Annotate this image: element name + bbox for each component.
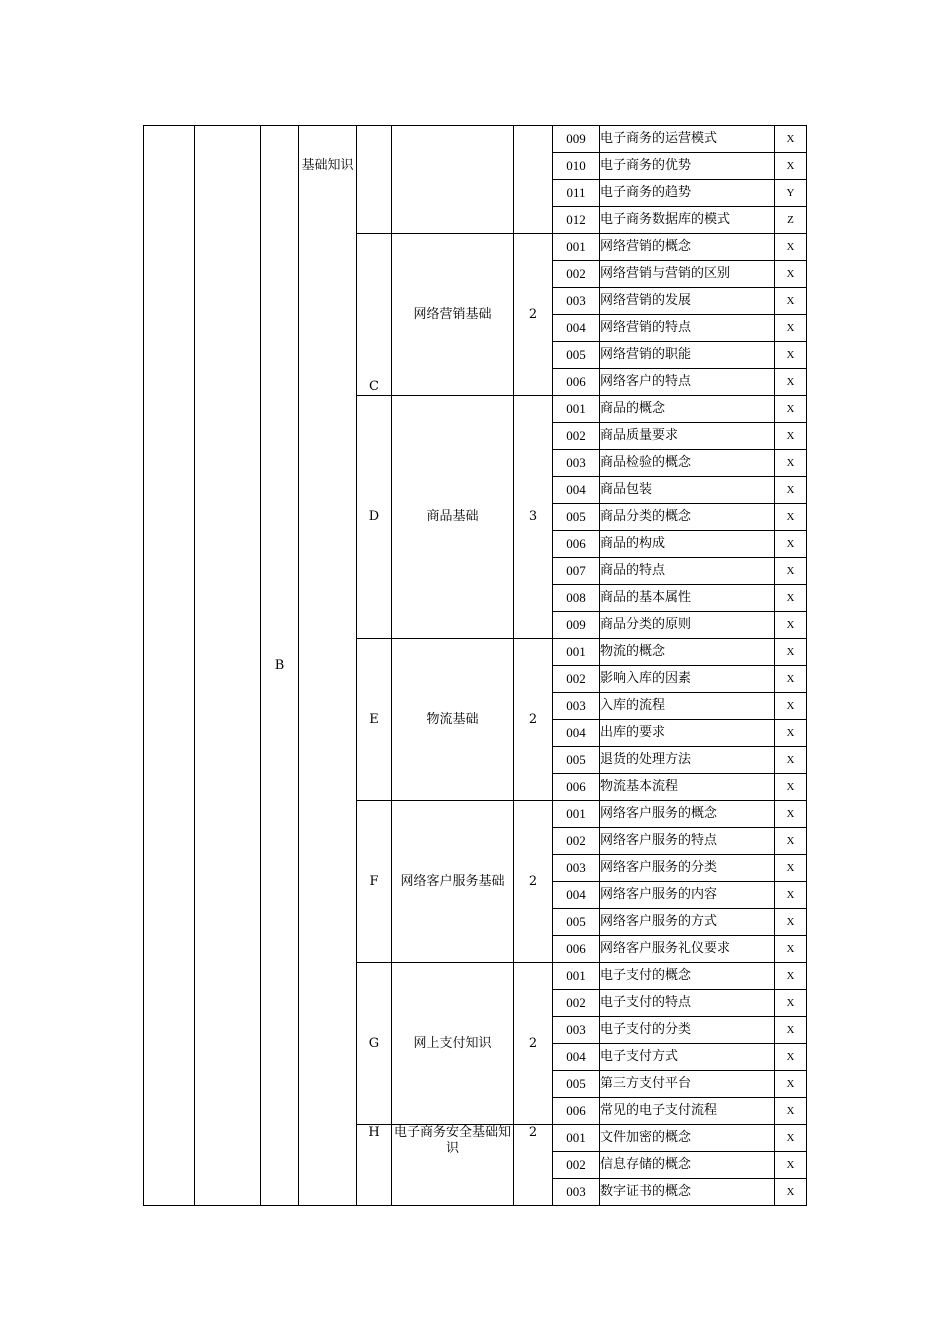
item-name: 电子商务的趋势 xyxy=(600,180,775,207)
item-code: 009 xyxy=(553,126,600,153)
section-cell xyxy=(299,126,357,1206)
item-level: X xyxy=(775,342,807,369)
item-level: X xyxy=(775,855,807,882)
item-name: 网络营销的职能 xyxy=(600,342,775,369)
item-name: 出库的要求 xyxy=(600,720,775,747)
item-code: 003 xyxy=(553,1017,600,1044)
item-level: X xyxy=(775,1098,807,1125)
item-level: X xyxy=(775,585,807,612)
item-name: 商品的特点 xyxy=(600,558,775,585)
item-name: 商品的基本属性 xyxy=(600,585,775,612)
item-level: X xyxy=(775,450,807,477)
category-letter-cell: E xyxy=(357,639,392,801)
item-code: 004 xyxy=(553,315,600,342)
category-name-cell: 物流基础 xyxy=(392,639,514,801)
item-level: X xyxy=(775,1071,807,1098)
item-code: 006 xyxy=(553,1098,600,1125)
item-code: 005 xyxy=(553,1071,600,1098)
item-level: X xyxy=(775,558,807,585)
item-name: 电子商务数据库的模式 xyxy=(600,207,775,234)
item-name: 网络客户服务的方式 xyxy=(600,909,775,936)
item-level: X xyxy=(775,1017,807,1044)
item-code: 006 xyxy=(553,531,600,558)
item-level: X xyxy=(775,639,807,666)
item-code: 001 xyxy=(553,801,600,828)
item-level: X xyxy=(775,909,807,936)
item-level: X xyxy=(775,288,807,315)
item-level: X xyxy=(775,747,807,774)
item-name: 商品检验的概念 xyxy=(600,450,775,477)
item-name: 商品质量要求 xyxy=(600,423,775,450)
item-name: 商品的构成 xyxy=(600,531,775,558)
item-code: 007 xyxy=(553,558,600,585)
item-level: X xyxy=(775,315,807,342)
item-code: 002 xyxy=(553,423,600,450)
item-name: 电子支付的特点 xyxy=(600,990,775,1017)
item-code: 009 xyxy=(553,612,600,639)
item-name: 电子支付方式 xyxy=(600,1044,775,1071)
category-weight-cell xyxy=(514,126,553,234)
item-code: 012 xyxy=(553,207,600,234)
item-name: 影响入库的因素 xyxy=(600,666,775,693)
item-name: 网络客户服务的特点 xyxy=(600,828,775,855)
item-level: X xyxy=(775,369,807,396)
item-name: 文件加密的概念 xyxy=(600,1125,775,1152)
item-code: 003 xyxy=(553,1179,600,1206)
item-code: 004 xyxy=(553,882,600,909)
item-level: X xyxy=(775,234,807,261)
item-code: 011 xyxy=(553,180,600,207)
item-name: 数字证书的概念 xyxy=(600,1179,775,1206)
item-name: 常见的电子支付流程 xyxy=(600,1098,775,1125)
item-level: X xyxy=(775,1125,807,1152)
category-weight-cell: 2 xyxy=(514,963,553,1125)
category-weight-cell: 2 xyxy=(514,801,553,963)
item-code: 003 xyxy=(553,450,600,477)
item-name: 第三方支付平台 xyxy=(600,1071,775,1098)
item-code: 001 xyxy=(553,1125,600,1152)
item-code: 004 xyxy=(553,720,600,747)
item-name: 电子支付的概念 xyxy=(600,963,775,990)
item-code: 004 xyxy=(553,1044,600,1071)
item-code: 001 xyxy=(553,396,600,423)
item-name: 物流基本流程 xyxy=(600,774,775,801)
category-letter-cell: C xyxy=(357,234,392,396)
item-code: 006 xyxy=(553,369,600,396)
item-code: 003 xyxy=(553,855,600,882)
category-letter-cell: F xyxy=(357,801,392,963)
item-code: 004 xyxy=(553,477,600,504)
item-code: 001 xyxy=(553,234,600,261)
item-level: X xyxy=(775,936,807,963)
item-name: 入库的流程 xyxy=(600,693,775,720)
item-code: 005 xyxy=(553,342,600,369)
item-level: X xyxy=(775,666,807,693)
item-name: 电子商务的运营模式 xyxy=(600,126,775,153)
item-name: 商品包装 xyxy=(600,477,775,504)
item-name: 网络客户的特点 xyxy=(600,369,775,396)
item-code: 002 xyxy=(553,990,600,1017)
item-level: X xyxy=(775,882,807,909)
item-name: 退货的处理方法 xyxy=(600,747,775,774)
item-level: X xyxy=(775,423,807,450)
item-code: 010 xyxy=(553,153,600,180)
category-weight-cell: 2 xyxy=(514,234,553,396)
item-level: X xyxy=(775,396,807,423)
item-level: X xyxy=(775,153,807,180)
item-level: X xyxy=(775,1179,807,1206)
category-letter-cell: D xyxy=(357,396,392,639)
item-code: 005 xyxy=(553,909,600,936)
item-level: Z xyxy=(775,207,807,234)
item-level: X xyxy=(775,828,807,855)
item-code: 005 xyxy=(553,747,600,774)
category-weight-cell: 2 xyxy=(514,639,553,801)
item-code: 002 xyxy=(553,666,600,693)
item-name: 网络客户服务的分类 xyxy=(600,855,775,882)
item-name: 网络客户服务的内容 xyxy=(600,882,775,909)
category-weight-cell: 2 xyxy=(514,1125,553,1206)
category-name-cell: 网络营销基础 xyxy=(392,234,514,396)
item-name: 商品的概念 xyxy=(600,396,775,423)
item-level: X xyxy=(775,504,807,531)
item-name: 电子支付的分类 xyxy=(600,1017,775,1044)
item-level: X xyxy=(775,720,807,747)
item-name: 网络营销与营销的区别 xyxy=(600,261,775,288)
item-level: X xyxy=(775,801,807,828)
item-level: Y xyxy=(775,180,807,207)
category-name-cell: 网络客户服务基础 xyxy=(392,801,514,963)
item-code: 006 xyxy=(553,774,600,801)
item-name: 商品分类的原则 xyxy=(600,612,775,639)
item-name: 网络营销的发展 xyxy=(600,288,775,315)
item-name: 物流的概念 xyxy=(600,639,775,666)
item-code: 002 xyxy=(553,261,600,288)
item-name: 网络客户服务礼仪要求 xyxy=(600,936,775,963)
item-level: X xyxy=(775,990,807,1017)
item-level: X xyxy=(775,1044,807,1071)
item-level: X xyxy=(775,612,807,639)
table-body xyxy=(144,126,807,1206)
item-level: X xyxy=(775,693,807,720)
category-weight-cell: 3 xyxy=(514,396,553,639)
item-name: 网络营销的特点 xyxy=(600,315,775,342)
level-b-cell: B xyxy=(261,126,299,1206)
knowledge-table xyxy=(143,125,807,1206)
item-name: 商品分类的概念 xyxy=(600,504,775,531)
item-name: 网络营销的概念 xyxy=(600,234,775,261)
category-name-cell xyxy=(392,126,514,234)
category-name-cell: 电子商务安全基础知识 xyxy=(392,1125,514,1206)
category-letter-cell: H xyxy=(357,1125,392,1206)
category-name-cell: 网上支付知识 xyxy=(392,963,514,1125)
item-level: X xyxy=(775,126,807,153)
item-code: 003 xyxy=(553,288,600,315)
category-letter-cell: G xyxy=(357,963,392,1125)
item-level: X xyxy=(775,531,807,558)
item-level: X xyxy=(775,774,807,801)
section-label: 基础知识 xyxy=(301,158,354,173)
item-level: X xyxy=(775,1152,807,1179)
item-level: X xyxy=(775,477,807,504)
item-code: 003 xyxy=(553,693,600,720)
column-2-cell xyxy=(195,126,261,1206)
item-name: 信息存储的概念 xyxy=(600,1152,775,1179)
item-code: 005 xyxy=(553,504,600,531)
item-code: 002 xyxy=(553,828,600,855)
item-code: 008 xyxy=(553,585,600,612)
item-code: 001 xyxy=(553,963,600,990)
table-row xyxy=(144,126,807,153)
item-level: X xyxy=(775,261,807,288)
category-letter-cell xyxy=(357,126,392,234)
item-code: 006 xyxy=(553,936,600,963)
item-level: X xyxy=(775,963,807,990)
item-name: 网络客户服务的概念 xyxy=(600,801,775,828)
item-code: 001 xyxy=(553,639,600,666)
item-name: 电子商务的优势 xyxy=(600,153,775,180)
column-1-cell xyxy=(144,126,195,1206)
item-code: 002 xyxy=(553,1152,600,1179)
category-name-cell: 商品基础 xyxy=(392,396,514,639)
